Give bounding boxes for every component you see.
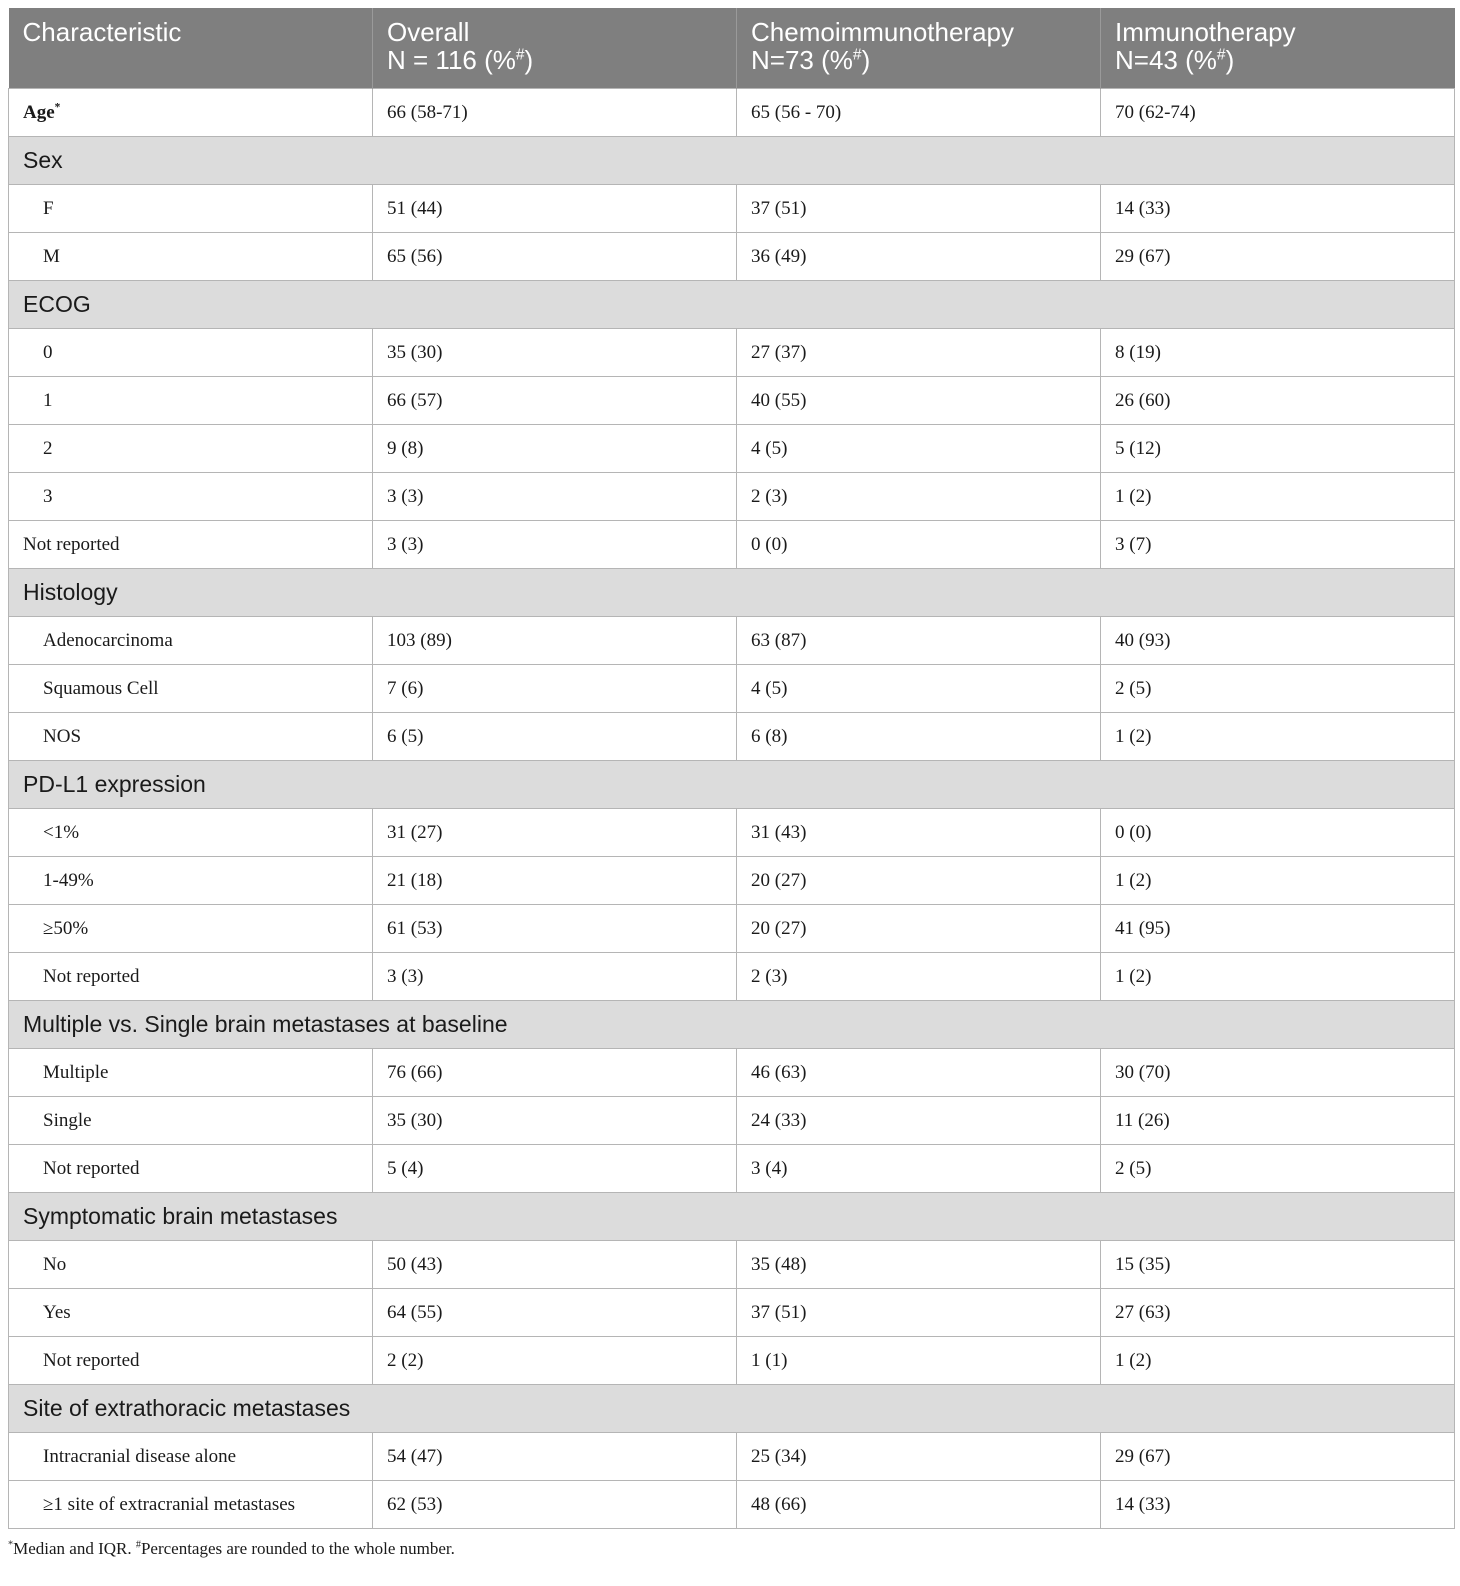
row-label: Not reported [9, 521, 373, 569]
section-row-site-of-extrathoracic-metastases [9, 1385, 1455, 1433]
row-label: 3 [9, 473, 373, 521]
header-overall [373, 8, 737, 89]
immunotherapy-value: 29 (67) [1101, 1433, 1455, 1481]
chemoimmunotherapy-value: 63 (87) [737, 617, 1101, 665]
overall-value: 31 (27) [373, 809, 737, 857]
table-row [9, 1289, 1455, 1337]
overall-value: 21 (18) [373, 857, 737, 905]
age-label: Age [23, 101, 55, 123]
header-overall-n [387, 46, 722, 74]
row-label: NOS [9, 713, 373, 761]
section-row-ecog [9, 281, 1455, 329]
age-overall: 66 (58-71) [373, 89, 737, 137]
overall-value: 62 (53) [373, 1481, 737, 1529]
table-row-age [9, 89, 1455, 137]
chemoimmunotherapy-value: 20 (27) [737, 857, 1101, 905]
overall-value: 76 (66) [373, 1049, 737, 1097]
immunotherapy-value: 41 (95) [1101, 905, 1455, 953]
row-label: 1 [9, 377, 373, 425]
header-chemo-n [751, 46, 1086, 74]
header-immuno-sup: # [1216, 46, 1226, 64]
immunotherapy-value: 1 (2) [1101, 953, 1455, 1001]
overall-value: 66 (57) [373, 377, 737, 425]
immunotherapy-value: 0 (0) [1101, 809, 1455, 857]
row-label: Not reported [9, 1145, 373, 1193]
table-row [9, 1145, 1455, 1193]
section-title: Histology [9, 569, 1455, 617]
immunotherapy-value: 1 (2) [1101, 473, 1455, 521]
immunotherapy-value: 8 (19) [1101, 329, 1455, 377]
row-label: Yes [9, 1289, 373, 1337]
overall-value: 35 (30) [373, 1097, 737, 1145]
age-immuno: 70 (62-74) [1101, 89, 1455, 137]
chemoimmunotherapy-value: 2 (3) [737, 473, 1101, 521]
immunotherapy-value: 1 (2) [1101, 1337, 1455, 1385]
immunotherapy-value: 14 (33) [1101, 185, 1455, 233]
row-label: 1-49% [9, 857, 373, 905]
row-label: No [9, 1241, 373, 1289]
header-overall-sup: # [515, 46, 525, 64]
chemoimmunotherapy-value: 27 (37) [737, 329, 1101, 377]
row-label: 0 [9, 329, 373, 377]
header-immuno-close: ) [1225, 45, 1235, 75]
chemoimmunotherapy-value: 3 (4) [737, 1145, 1101, 1193]
header-immuno-n [1115, 46, 1441, 74]
chemoimmunotherapy-value: 4 (5) [737, 665, 1101, 713]
row-label: ≥50% [9, 905, 373, 953]
overall-value: 50 (43) [373, 1241, 737, 1289]
header-immuno-n-text: N=43 (% [1115, 45, 1217, 75]
immunotherapy-value: 11 (26) [1101, 1097, 1455, 1145]
header-chemo-close: ) [861, 45, 871, 75]
header-chemo-title: Chemoimmunotherapy [751, 17, 1015, 47]
chemoimmunotherapy-value: 0 (0) [737, 521, 1101, 569]
table-row [9, 185, 1455, 233]
chemoimmunotherapy-value: 37 (51) [737, 1289, 1101, 1337]
header-row [9, 8, 1455, 89]
table-row [9, 1481, 1455, 1529]
immunotherapy-value: 3 (7) [1101, 521, 1455, 569]
chemoimmunotherapy-value: 4 (5) [737, 425, 1101, 473]
section-title: Symptomatic brain metastases [9, 1193, 1455, 1241]
row-label: Adenocarcinoma [9, 617, 373, 665]
section-row-pd-l1-expression [9, 761, 1455, 809]
chemoimmunotherapy-value: 37 (51) [737, 185, 1101, 233]
chemoimmunotherapy-value: 46 (63) [737, 1049, 1101, 1097]
section-title: ECOG [9, 281, 1455, 329]
table-body [9, 89, 1455, 1529]
header-overall-title: Overall [387, 17, 470, 47]
header-chemo-sup: # [852, 46, 862, 64]
chemoimmunotherapy-value: 31 (43) [737, 809, 1101, 857]
overall-value: 51 (44) [373, 185, 737, 233]
age-label-sup: * [54, 101, 61, 114]
immunotherapy-value: 26 (60) [1101, 377, 1455, 425]
immunotherapy-value: 15 (35) [1101, 1241, 1455, 1289]
immunotherapy-value: 2 (5) [1101, 665, 1455, 713]
immunotherapy-value: 1 (2) [1101, 713, 1455, 761]
section-row-symptomatic-brain-metastases [9, 1193, 1455, 1241]
table-row [9, 329, 1455, 377]
footnote-text-median: Median and IQR. [13, 1539, 136, 1558]
row-label: Multiple [9, 1049, 373, 1097]
overall-value: 6 (5) [373, 713, 737, 761]
header-immuno-title: Immunotherapy [1115, 17, 1296, 47]
section-row-multiple-vs-single-brain-metastases-at-baseline [9, 1001, 1455, 1049]
footnote-mark-hash: # [135, 1539, 141, 1551]
overall-value: 9 (8) [373, 425, 737, 473]
table-row [9, 1097, 1455, 1145]
table-row [9, 425, 1455, 473]
table-row [9, 713, 1455, 761]
immunotherapy-value: 2 (5) [1101, 1145, 1455, 1193]
section-title: PD-L1 expression [9, 761, 1455, 809]
immunotherapy-value: 27 (63) [1101, 1289, 1455, 1337]
table-row [9, 857, 1455, 905]
table-row [9, 617, 1455, 665]
row-label: Intracranial disease alone [9, 1433, 373, 1481]
overall-value: 65 (56) [373, 233, 737, 281]
immunotherapy-value: 29 (67) [1101, 233, 1455, 281]
overall-value: 7 (6) [373, 665, 737, 713]
age-label-cell [9, 89, 373, 137]
chemoimmunotherapy-value: 6 (8) [737, 713, 1101, 761]
chemoimmunotherapy-value: 35 (48) [737, 1241, 1101, 1289]
chemoimmunotherapy-value: 48 (66) [737, 1481, 1101, 1529]
overall-value: 61 (53) [373, 905, 737, 953]
header-characteristic-label: Characteristic [22, 17, 182, 47]
overall-value: 5 (4) [373, 1145, 737, 1193]
row-label: Single [9, 1097, 373, 1145]
table-row [9, 1433, 1455, 1481]
row-label: 2 [9, 425, 373, 473]
age-chemo: 65 (56 - 70) [737, 89, 1101, 137]
footnote-mark-asterisk: * [8, 1539, 14, 1551]
immunotherapy-value: 1 (2) [1101, 857, 1455, 905]
table-footnote [8, 1539, 455, 1559]
header-chemo-n-text: N=73 (% [751, 45, 853, 75]
table-row [9, 1049, 1455, 1097]
immunotherapy-value: 14 (33) [1101, 1481, 1455, 1529]
row-label: F [9, 185, 373, 233]
immunotherapy-value: 40 (93) [1101, 617, 1455, 665]
section-row-histology [9, 569, 1455, 617]
table-row [9, 665, 1455, 713]
header-chemoimmunotherapy [737, 8, 1101, 89]
row-label: ≥1 site of extracranial metastases [9, 1481, 373, 1529]
header-characteristic [9, 8, 373, 89]
table-row [9, 809, 1455, 857]
chemoimmunotherapy-value: 40 (55) [737, 377, 1101, 425]
row-label: Not reported [9, 1337, 373, 1385]
chemoimmunotherapy-value: 1 (1) [737, 1337, 1101, 1385]
table-row [9, 953, 1455, 1001]
immunotherapy-value: 30 (70) [1101, 1049, 1455, 1097]
chemoimmunotherapy-value: 25 (34) [737, 1433, 1101, 1481]
chemoimmunotherapy-value: 2 (3) [737, 953, 1101, 1001]
section-row-sex [9, 137, 1455, 185]
table-row [9, 1337, 1455, 1385]
overall-value: 2 (2) [373, 1337, 737, 1385]
table-row [9, 473, 1455, 521]
overall-value: 103 (89) [373, 617, 737, 665]
header-immunotherapy [1101, 8, 1455, 89]
overall-value: 3 (3) [373, 473, 737, 521]
table-row [9, 1241, 1455, 1289]
chemoimmunotherapy-value: 20 (27) [737, 905, 1101, 953]
header-overall-n-text: N = 116 (% [387, 45, 516, 75]
chemoimmunotherapy-value: 24 (33) [737, 1097, 1101, 1145]
header-overall-close: ) [524, 45, 534, 75]
row-label: Not reported [9, 953, 373, 1001]
overall-value: 3 (3) [373, 521, 737, 569]
table-row [9, 521, 1455, 569]
overall-value: 35 (30) [373, 329, 737, 377]
section-title: Site of extrathoracic metastases [9, 1385, 1455, 1433]
section-title: Multiple vs. Single brain metastases at baseline [9, 1001, 1455, 1049]
chemoimmunotherapy-value: 36 (49) [737, 233, 1101, 281]
overall-value: 64 (55) [373, 1289, 737, 1337]
row-label: M [9, 233, 373, 281]
footnote-text-percentages: Percentages are rounded to the whole number. [140, 1539, 455, 1558]
row-label: <1% [9, 809, 373, 857]
overall-value: 54 (47) [373, 1433, 737, 1481]
overall-value: 3 (3) [373, 953, 737, 1001]
row-label: Squamous Cell [9, 665, 373, 713]
characteristics-table [8, 8, 1455, 1529]
table-row [9, 233, 1455, 281]
table-row [9, 905, 1455, 953]
table-row [9, 377, 1455, 425]
immunotherapy-value: 5 (12) [1101, 425, 1455, 473]
section-title: Sex [9, 137, 1455, 185]
